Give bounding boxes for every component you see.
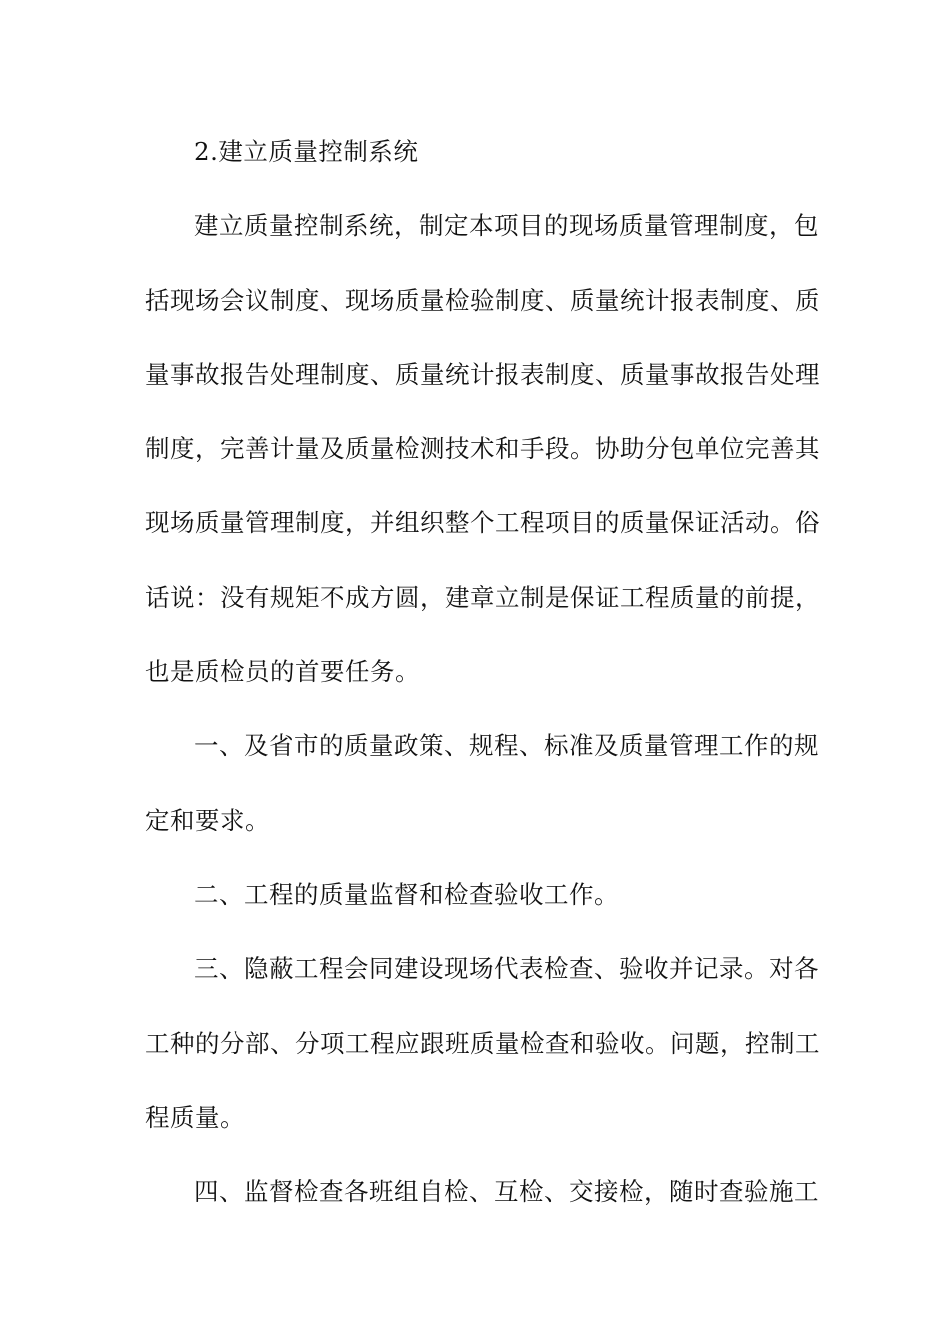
- paragraph-line: 也是质检员的首要任务。: [145, 657, 420, 687]
- list-item-line: 工种的分部、分项工程应跟班质量检查和验收。问题，控制工: [145, 1028, 820, 1058]
- section-heading: 2.建立质量控制系统: [194, 137, 419, 166]
- paragraph-line: 量事故报告处理制度、质量统计报表制度、质量事故报告处理: [145, 359, 820, 389]
- paragraph-line: 现场质量管理制度，并组织整个工程项目的质量保证活动。俗: [145, 508, 820, 538]
- document-body: [145, 115, 820, 1229]
- list-item-line: 一、及省市的质量政策、规程、标准及质量管理工作的规: [194, 731, 819, 761]
- paragraph-line: 建立质量控制系统，制定本项目的现场质量管理制度，包: [194, 211, 819, 241]
- list-item-line: 二、工程的质量监督和检查验收工作。: [194, 879, 619, 909]
- list-item-line: 定和要求。: [145, 805, 270, 835]
- list-item-line: 四、监督检查各班组自检、互检、交接检，随时查验施工: [194, 1177, 819, 1207]
- paragraph-line: 括现场会议制度、现场质量检验制度、质量统计报表制度、质: [145, 285, 820, 315]
- list-item-line: 三、隐蔽工程会同建设现场代表检查、验收并记录。对各: [194, 954, 819, 984]
- paragraph-line: 制度，完善计量及质量检测技术和手段。协助分包单位完善其: [145, 434, 820, 464]
- list-item-line: 程质量。: [145, 1102, 245, 1132]
- paragraph-line: 话说：没有规矩不成方圆，建章立制是保证工程质量的前提，: [145, 582, 820, 612]
